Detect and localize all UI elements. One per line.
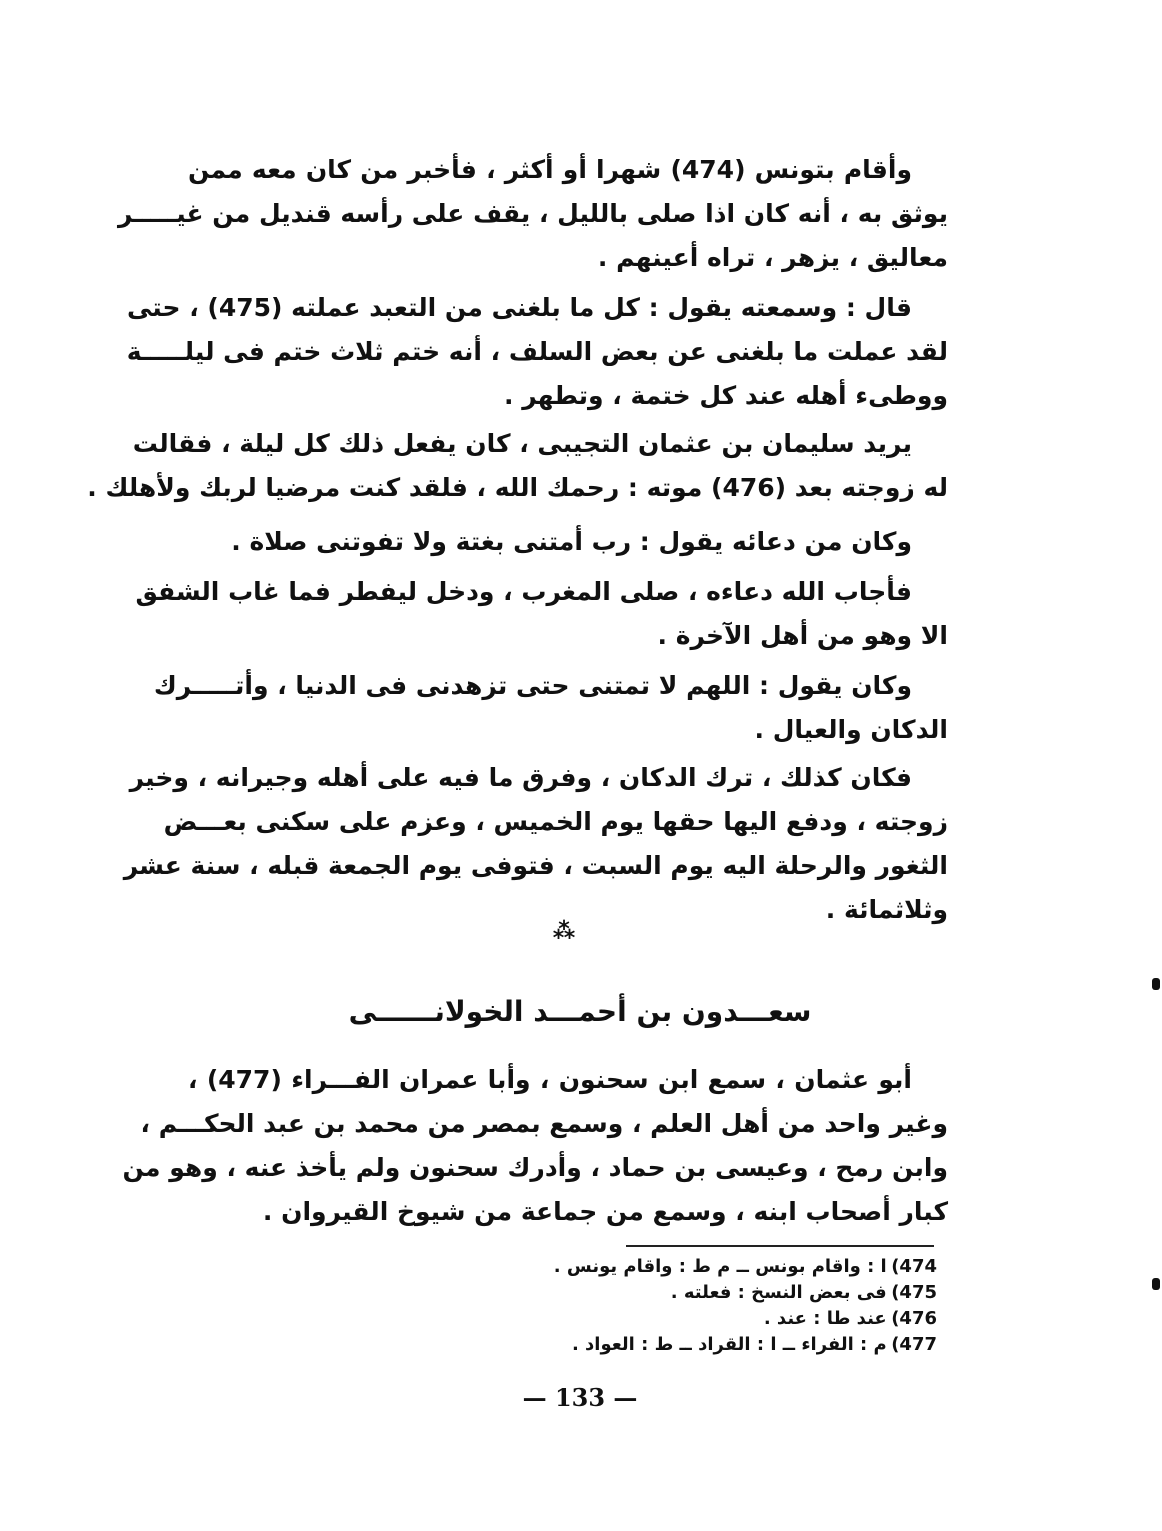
text-line: فأجاب الله دعاءه ، صلى المغرب ، ودخل ليفطر فما غاب الشفق xyxy=(135,577,912,606)
footnote-number: 475) xyxy=(891,1282,937,1303)
text-line: الثغور والرحلة اليه يوم السبت ، فتوفى يوم الجمعة قبله ، سنة عشر xyxy=(123,851,948,880)
footnotes xyxy=(537,1254,937,1358)
footnote-number: 477) xyxy=(891,1334,937,1355)
section-separator: ⁂ xyxy=(552,919,576,944)
text-line: وأقام بتونس (474) شهرا أو أكثر ، فأخبر من كان معه ممن xyxy=(188,155,913,184)
page-number: — 133 — xyxy=(522,1383,638,1412)
paragraph-3 xyxy=(87,422,948,510)
text-line: أبو عثمان ، سمع ابن سحنون ، وأبا عمران الفـــراء (477) ، xyxy=(188,1065,912,1094)
footnote xyxy=(537,1332,937,1358)
scan-mark xyxy=(1152,978,1160,990)
footnote xyxy=(537,1306,937,1332)
text-line: زوجته ، ودفع اليها حقها يوم الخميس ، وعزم على سكنى بعـــض xyxy=(163,807,948,836)
paragraph-7 xyxy=(123,756,948,932)
text-line: فكان كذلك ، ترك الدكان ، وفرق ما فيه على أهله وجيرانه ، وخير xyxy=(129,763,912,792)
scan-mark xyxy=(1152,1278,1160,1290)
text-line: وابن رمح ، وعيسى بن حماد ، وأدرك سحنون ولم يأخذ عنه ، وهو من xyxy=(122,1153,948,1182)
text-line: معاليق ، يزهر ، تراه أعينهم . xyxy=(597,243,948,272)
text-line: وكان يقول : اللهم لا تمتنى حتى تزهدنى فى الدنيا ، وأتـــــرك xyxy=(153,671,912,700)
text-line: وغير واحد من أهل العلم ، وسمع بمصر من محمد بن عبد الحكـــم ، xyxy=(140,1109,948,1138)
paragraph-2 xyxy=(126,286,948,418)
paragraph-1 xyxy=(118,148,948,280)
text-line: وكان من دعائه يقول : رب أمتنى بغتة ولا تفوتنى صلاة . xyxy=(231,527,912,556)
text-line: ووطىء أهله عند كل ختمة ، وتطهر . xyxy=(504,381,948,410)
paragraph-6 xyxy=(153,664,948,752)
text-line: قال : وسمعته يقول : كل ما بلغنى من التعبد عملته (475) ، حتى xyxy=(127,293,912,322)
text-line: الا وهو من أهل الآخرة . xyxy=(657,621,948,650)
footnote xyxy=(537,1280,937,1306)
text-line: يريد سليمان بن عثمان التجيبى ، كان يفعل ذلك كل ليلة ، فقالت xyxy=(132,429,912,458)
text-line: له زوجته بعد (476) موته : رحمك الله ، فلقد كنت مرضيا لربك ولأهلك . xyxy=(87,473,948,502)
footnote-text: عند طا : عند . xyxy=(763,1308,887,1329)
footnote-number: 476) xyxy=(891,1308,937,1329)
footnote-text: ا : واقام بونس ــ م ط : واقام يونس . xyxy=(553,1256,887,1277)
text-line: وثلاثمائة . xyxy=(825,895,948,924)
paragraph-5 xyxy=(135,570,948,658)
footnote-text: فى بعض النسخ : فعلته . xyxy=(670,1282,887,1303)
text-line: الدكان والعيال . xyxy=(754,715,948,744)
paragraph-4 xyxy=(188,520,948,564)
footnote-text: م : الفراء ــ ا : القراد ــ ط : العواد . xyxy=(571,1334,887,1355)
footnote xyxy=(537,1254,937,1280)
footnote-rule xyxy=(626,1245,934,1247)
bio-paragraph xyxy=(122,1058,948,1234)
text-line: يوثق به ، أنه كان اذا صلى بالليل ، يقف على رأسه قنديل من غيـــــر xyxy=(118,199,948,228)
footnote-number: 474) xyxy=(891,1256,937,1277)
text-line: لقد عملت ما بلغنى عن بعض السلف ، أنه ختم ثلاث ختم فى ليلـــــة xyxy=(126,337,948,366)
section-heading: سعـــدون بن أحمـــد الخولانــــــى xyxy=(348,995,812,1028)
text-line: كبار أصحاب ابنه ، وسمع من جماعة من شيوخ القيروان . xyxy=(262,1197,948,1226)
